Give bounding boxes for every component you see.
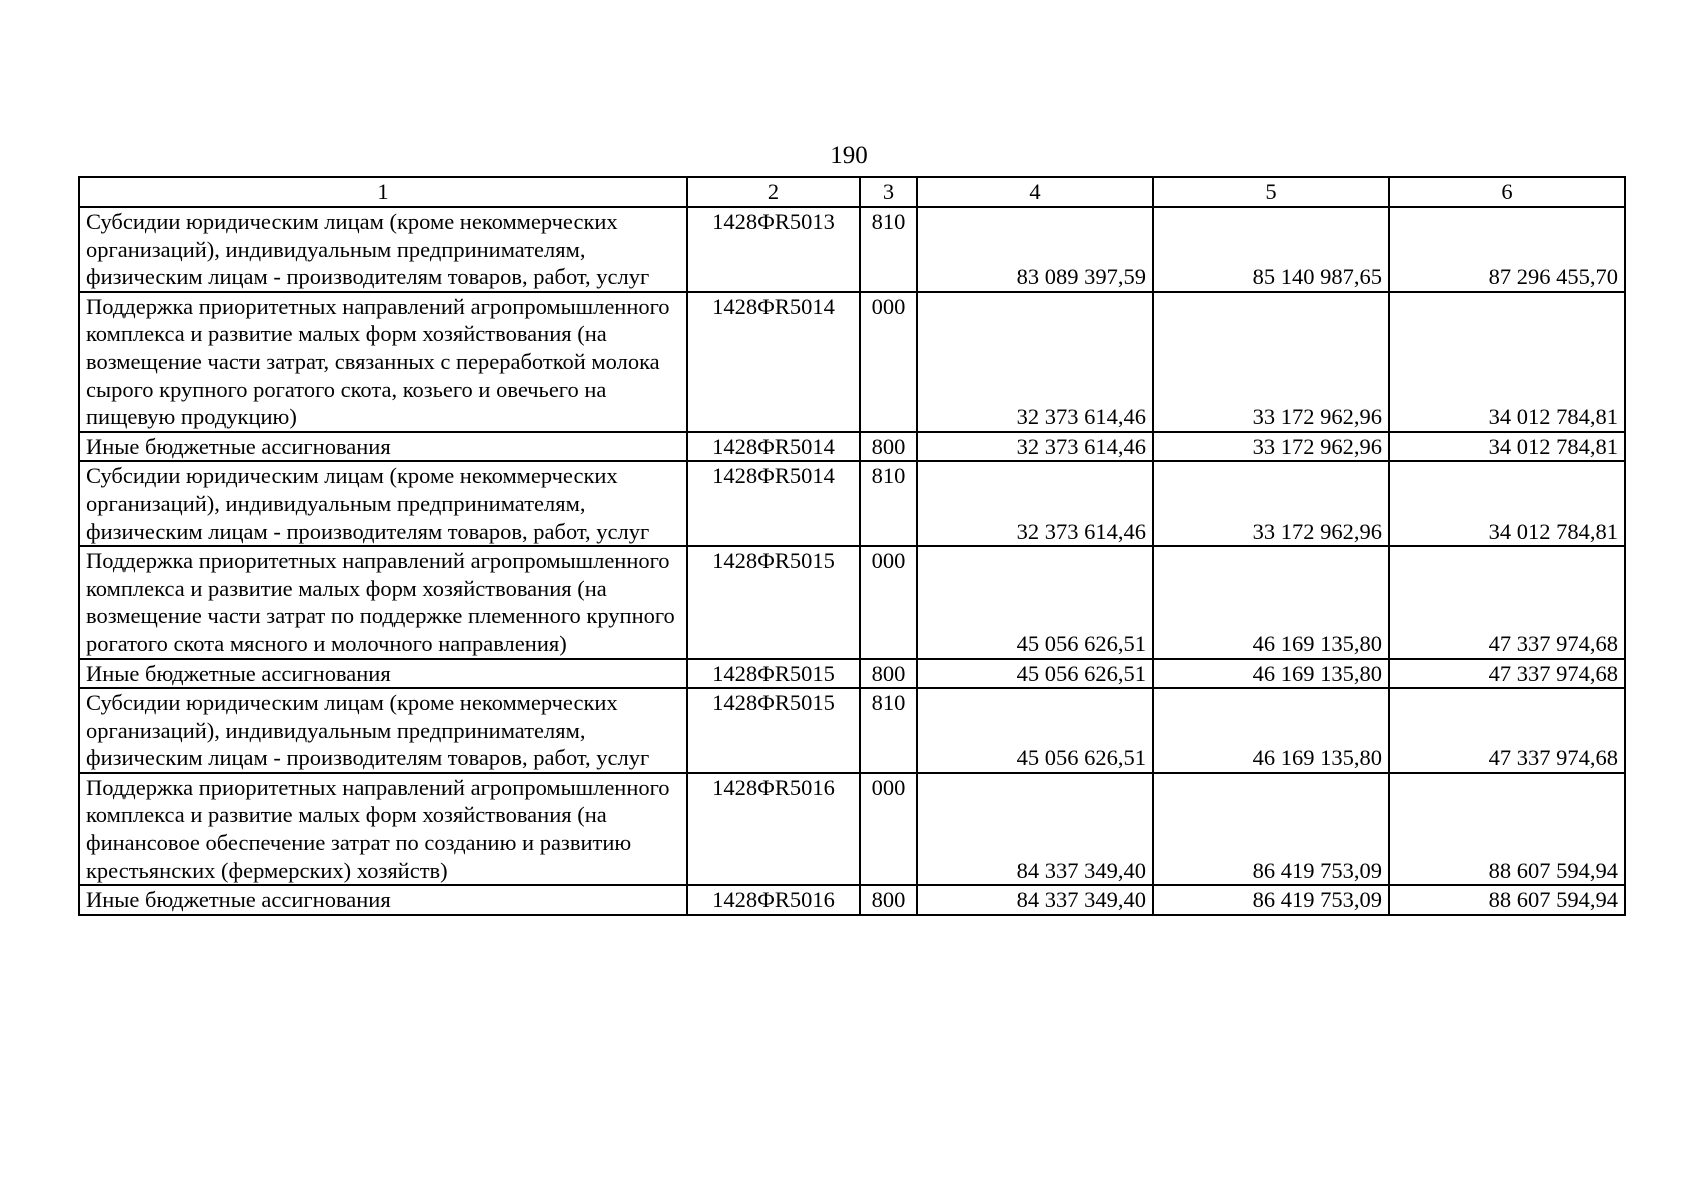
row-amount-col-6: 34 012 784,81	[1389, 432, 1625, 462]
page-number: 190	[830, 142, 868, 169]
row-target-article-code: 1428ФR5014	[687, 292, 860, 432]
row-amount-col-4: 32 373 614,46	[917, 292, 1153, 432]
column-header-4: 4	[917, 177, 1153, 207]
column-header-2: 2	[687, 177, 860, 207]
budget-table	[78, 176, 1626, 916]
row-target-article-code: 1428ФR5014	[687, 461, 860, 546]
table-row	[79, 546, 1625, 658]
row-amount-col-5: 85 140 987,65	[1153, 207, 1389, 292]
row-amount-col-6: 47 337 974,68	[1389, 546, 1625, 658]
table-row	[79, 773, 1625, 885]
row-amount-col-5: 46 169 135,80	[1153, 688, 1389, 773]
row-expense-type-code: 810	[860, 207, 917, 292]
row-amount-col-5: 33 172 962,96	[1153, 461, 1389, 546]
row-expense-type-code: 810	[860, 461, 917, 546]
row-amount-col-6: 87 296 455,70	[1389, 207, 1625, 292]
table-row	[79, 885, 1625, 915]
row-name: Иные бюджетные ассигнования	[79, 659, 687, 689]
row-amount-col-5: 46 169 135,80	[1153, 546, 1389, 658]
row-expense-type-code: 810	[860, 688, 917, 773]
row-name: Субсидии юридическим лицам (кроме некоммерческих организаций), индивидуальным предпринимателям, физическим лицам - производителям товаров, работ, услуг	[79, 207, 687, 292]
row-target-article-code: 1428ФR5015	[687, 688, 860, 773]
row-target-article-code: 1428ФR5013	[687, 207, 860, 292]
row-amount-col-6: 34 012 784,81	[1389, 461, 1625, 546]
row-expense-type-code: 800	[860, 432, 917, 462]
column-header-6: 6	[1389, 177, 1625, 207]
row-amount-col-5: 86 419 753,09	[1153, 773, 1389, 885]
row-target-article-code: 1428ФR5016	[687, 773, 860, 885]
row-name: Иные бюджетные ассигнования	[79, 885, 687, 915]
row-amount-col-5: 33 172 962,96	[1153, 432, 1389, 462]
row-amount-col-5: 86 419 753,09	[1153, 885, 1389, 915]
table-row	[79, 659, 1625, 689]
row-name: Поддержка приоритетных направлений агропромышленного комплекса и развитие малых форм хозяйствования (на финансовое обеспечение затрат по созданию и развитию крестьянских (фермерских) хозяйств)	[79, 773, 687, 885]
row-expense-type-code: 800	[860, 659, 917, 689]
row-expense-type-code: 000	[860, 773, 917, 885]
row-target-article-code: 1428ФR5016	[687, 885, 860, 915]
row-target-article-code: 1428ФR5015	[687, 659, 860, 689]
column-header-3: 3	[860, 177, 917, 207]
column-header-1: 1	[79, 177, 687, 207]
row-name: Иные бюджетные ассигнования	[79, 432, 687, 462]
row-amount-col-6: 88 607 594,94	[1389, 885, 1625, 915]
table-row	[79, 432, 1625, 462]
row-amount-col-4: 45 056 626,51	[917, 659, 1153, 689]
row-expense-type-code: 800	[860, 885, 917, 915]
row-expense-type-code: 000	[860, 546, 917, 658]
row-name: Субсидии юридическим лицам (кроме некоммерческих организаций), индивидуальным предпринимателям, физическим лицам - производителям товаров, работ, услуг	[79, 688, 687, 773]
row-amount-col-5: 33 172 962,96	[1153, 292, 1389, 432]
row-name: Поддержка приоритетных направлений агропромышленного комплекса и развитие малых форм хозяйствования (на возмещение части затрат, связанных с переработкой молока сырого крупного рогатого скота, козьего и овечьего на пищевую продукцию)	[79, 292, 687, 432]
row-target-article-code: 1428ФR5014	[687, 432, 860, 462]
table-row	[79, 461, 1625, 546]
table-row	[79, 292, 1625, 432]
row-amount-col-4: 45 056 626,51	[917, 688, 1153, 773]
row-amount-col-6: 34 012 784,81	[1389, 292, 1625, 432]
row-amount-col-6: 47 337 974,68	[1389, 688, 1625, 773]
row-expense-type-code: 000	[860, 292, 917, 432]
table-row	[79, 688, 1625, 773]
row-amount-col-6: 88 607 594,94	[1389, 773, 1625, 885]
row-amount-col-4: 84 337 349,40	[917, 773, 1153, 885]
row-name: Субсидии юридическим лицам (кроме некоммерческих организаций), индивидуальным предпринимателям, физическим лицам - производителям товаров, работ, услуг	[79, 461, 687, 546]
row-amount-col-4: 32 373 614,46	[917, 432, 1153, 462]
header-row	[79, 177, 1625, 207]
row-amount-col-5: 46 169 135,80	[1153, 659, 1389, 689]
row-target-article-code: 1428ФR5015	[687, 546, 860, 658]
row-amount-col-4: 32 373 614,46	[917, 461, 1153, 546]
column-header-5: 5	[1153, 177, 1389, 207]
row-amount-col-4: 84 337 349,40	[917, 885, 1153, 915]
row-amount-col-4: 83 089 397,59	[917, 207, 1153, 292]
table-row	[79, 207, 1625, 292]
row-amount-col-4: 45 056 626,51	[917, 546, 1153, 658]
row-name: Поддержка приоритетных направлений агропромышленного комплекса и развитие малых форм хозяйствования (на возмещение части затрат по поддержке племенного крупного рогатого скота мясного и молочного направления)	[79, 546, 687, 658]
row-amount-col-6: 47 337 974,68	[1389, 659, 1625, 689]
